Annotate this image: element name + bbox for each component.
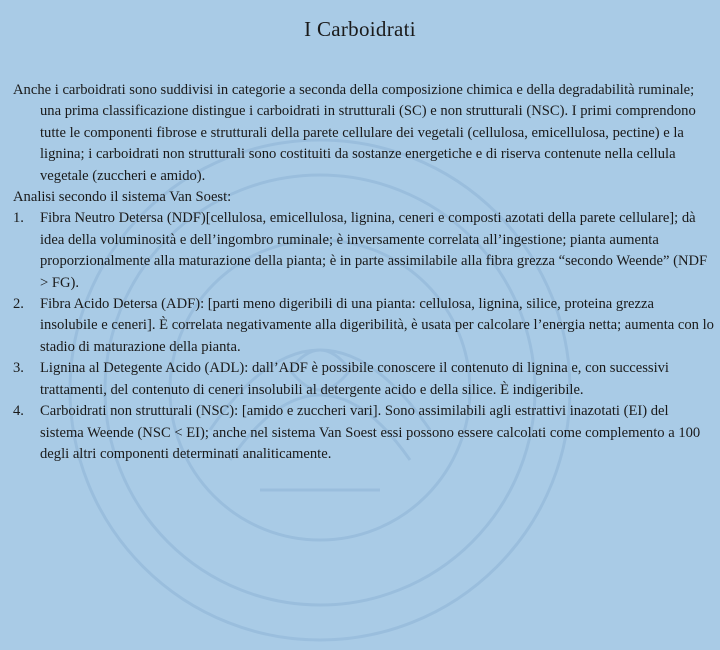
slide-body <box>13 80 715 465</box>
list-item-text: Lignina al Detegente Acido (ADL): dall’ADF è possibile conoscere il contenuto di lignina e, con successivi trattamenti, del contenuto di ceneri insolubili al detergente acido e della silice. È indigeribile. <box>40 360 669 398</box>
page-title: I Carboidrati <box>304 17 416 41</box>
list-item <box>13 401 715 465</box>
list-item-number: 2. <box>13 296 24 313</box>
list-item-text: Carboidrati non strutturali (NSC): [amido e zuccheri vari]. Sono assimilabili agli estrattivi inazotati (EI) del sistema Weende (NSC < EI); anche nel sistema Van Soest essi possono essere calcolati come complemento a 100 degli altri componenti determinati analiticamente. <box>40 403 701 462</box>
list-item <box>13 358 715 401</box>
list-item <box>13 294 715 358</box>
list-item-number: 4. <box>13 403 24 420</box>
list-item <box>13 208 715 294</box>
list-item-text: Fibra Neutro Detersa (NDF)[cellulosa, emicellulosa, lignina, ceneri e composti azotati della parete cellulare]; dà idea della voluminosità e dell’ingombro ruminale; è inversamente correlata all’ingestione; pianta aumenta proporzionalmente alla maturazione della pianta; è in parte assimilabile alla fibra grezza “secondo Weende” (NDF > FG). <box>40 210 708 291</box>
intro-paragraph: Anche i carboidrati sono suddivisi in categorie a seconda della composizione chimica e della degradabilità ruminale; una prima classificazione distingue i carboidrati in strutturali (SC) e non strutturali (NSC). I primi comprendono tutte le componenti fibrose e strutturali della parete cellulare dei vegetali (cellulosa, emicellulosa, pectine) e la lignina; i carboidrati non strutturali sono costituiti da sostanze energetiche e di riserva contenute nella cellula vegetale (zuccheri e amido). <box>13 82 696 184</box>
list-item-text: Fibra Acido Detersa (ADF): [parti meno digeribili di una pianta: cellulosa, lignina, silice, proteina grezza insolubile e ceneri]. È correlata negativamente alla digeribilità, è usata per calcolare l’energia netta; aumenta con lo stadio di maturazione della pianta. <box>40 296 714 355</box>
analysis-heading: Analisi secondo il sistema Van Soest: <box>13 189 232 206</box>
analysis-list <box>13 208 715 465</box>
list-item-number: 3. <box>13 360 24 377</box>
list-item-number: 1. <box>13 210 24 227</box>
